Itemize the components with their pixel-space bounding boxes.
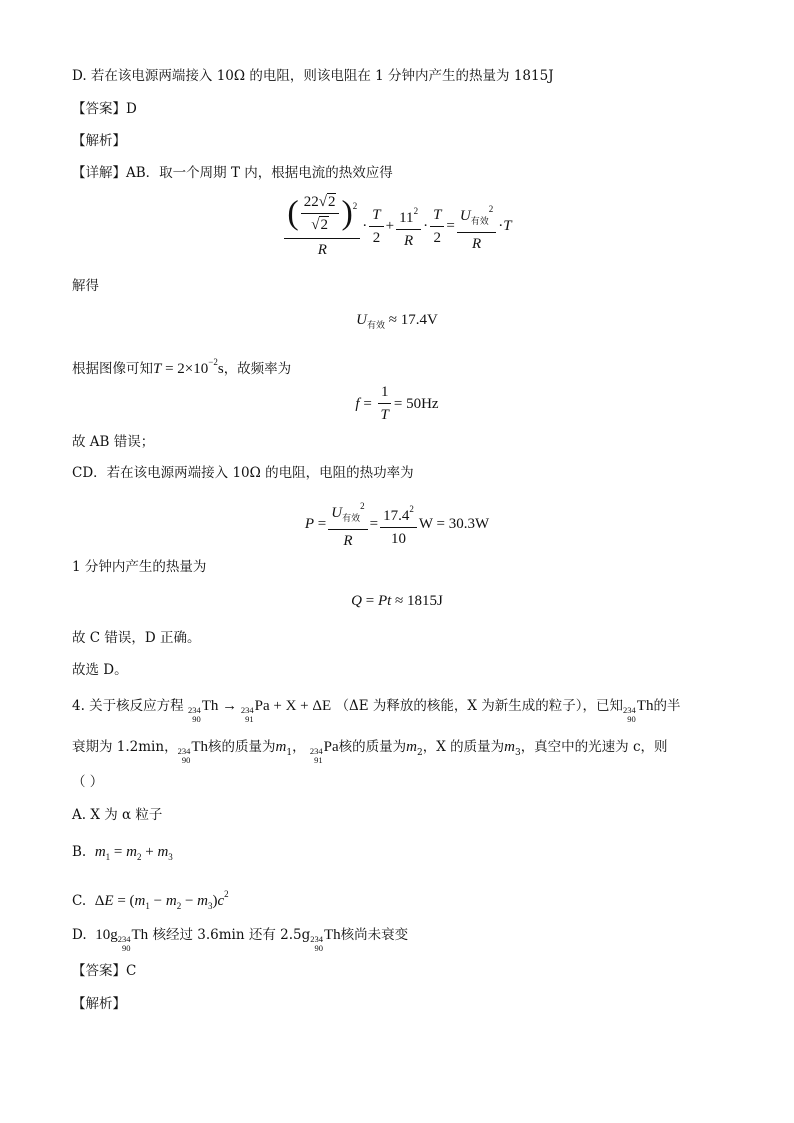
question-4-paren: （ ） — [72, 774, 104, 790]
option-c: C. $\Delta E = (m_1 - m_2 - m_3)c^2$ — [72, 889, 229, 911]
option-b: B. $m_1 = m_2 + m_3$ — [72, 844, 173, 862]
equation-power: P = $\frac{U_{有效}^2}{R}$ = $\frac{17.4^2}{10}$ W = 30.3W — [0, 496, 794, 551]
detail-cd: CD．若在该电源两端接入 10Ω 的电阻，电阻的热功率为 — [72, 465, 414, 481]
option-d: D. 10g 234 90 Th 核经过 3.6min 还有 2.5g 234 90 Th核尚未衰变 — [72, 927, 409, 953]
analysis-label-1: 【解析】 — [72, 133, 126, 149]
answer-label-2: 【答案】C — [72, 963, 137, 979]
solve-label: 解得 — [72, 278, 99, 294]
wrong-ab: 故 AB 错误； — [72, 434, 155, 450]
question-4-line-1: 4. 关于核反应方程 234 90 Th → 234 91 Pa + X + ΔE （ΔE 为释放的核能，X 为新生成的粒子），已知 234 90 Th的半 — [72, 698, 681, 724]
period-line: 根据图像可知$T = 2\times 10^{-2}s$，故频率为 — [72, 357, 292, 377]
equation-heat: Q = Pt ≈ 1815J — [351, 593, 443, 609]
wrong-c: 故 C 错误，D 正确。 — [72, 630, 201, 646]
equation-frequency: f = $\frac{1}{T}$ = 50Hz — [355, 384, 439, 423]
equation-heat-effect: ( $\frac{22√2}{√2}$ )$^2$ R · $\frac{T}{2}$ + $\frac{11^2}{R}$ · $\frac{T}{2}$ = $\frac{U_{有效}^2}{R}$ · T — [0, 192, 794, 264]
option-a: A. X 为 α 粒子 — [72, 807, 163, 823]
question-4-line-2: 衰期为 1.2min， 234 90 Th核的质量为$m_1$， 234 91 Pa核的质量为$m_2$，X 的质量为$m_3$，真空中的光速为 c，则 — [72, 739, 668, 765]
option-d-prev: D. 若在该电源两端接入 10Ω 的电阻，则该电阻在 1 分钟内产生的热量为 1815J — [72, 68, 554, 84]
detail-ab: 【详解】AB．取一个周期 T 内，根据电流的热效应得 — [72, 165, 393, 181]
answer-label-1: 【答案】D — [72, 101, 137, 117]
choose-d: 故选 D。 — [72, 662, 128, 678]
analysis-label-2: 【解析】 — [72, 996, 126, 1012]
equation-u-effective: $U_{有效} \approx 17.4V$ — [356, 312, 438, 330]
heat-label: 1 分钟内产生的热量为 — [72, 559, 207, 575]
